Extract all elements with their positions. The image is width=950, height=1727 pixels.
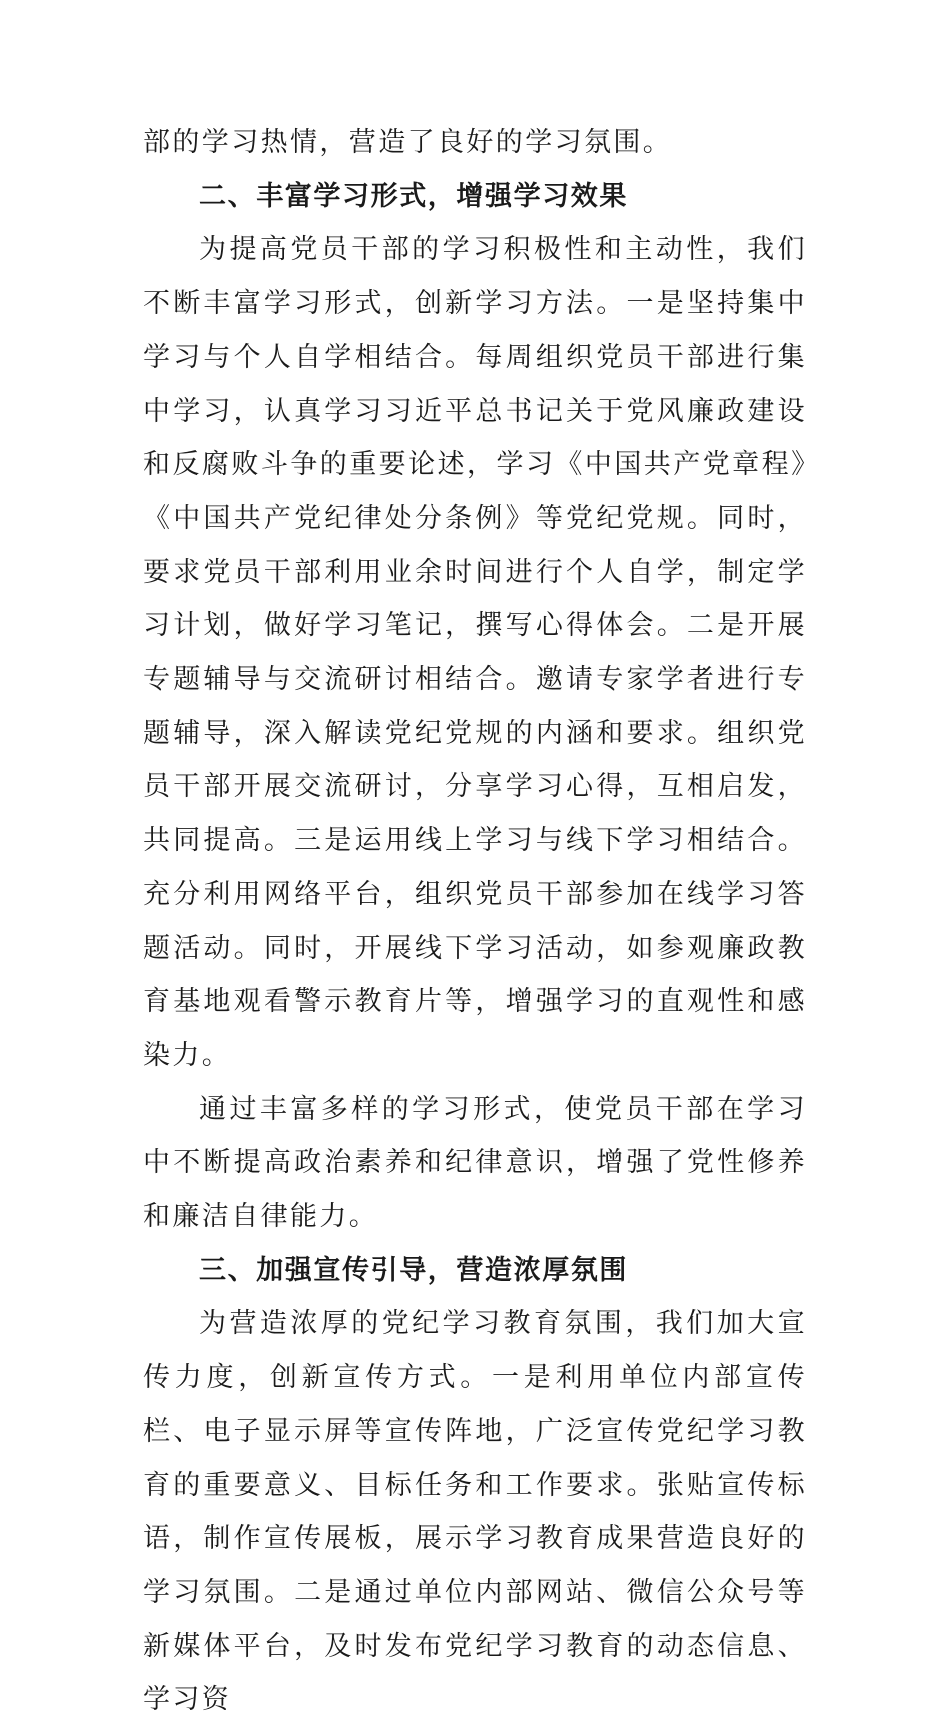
paragraph-learning-forms: 为提高党员干部的学习积极性和主动性，我们不断丰富学习形式，创新学习方法。一是坚持集中学习与个人自学相结合。每周组织党员干部进行集中学习，认真学习习近平总书记关于党风廉政建设和反腐败斗争的重要论述，学习《中国共产党章程》《中国共产党纪律处分条例》等党纪党规。同时，要求党员干部利用业余时间进行个人自学，制定学习计划，做好学习笔记，撰写心得体会。二是开展专题辅导与交流研讨相结合。邀请专家学者进行专题辅导，深入解读党纪党规的内涵和要求。组织党员干部开展交流研讨，分享学习心得，互相启发，共同提高。三是运用线上学习与线下学习相结合。充分利用网络平台，组织党员干部参加在线学习答题活动。同时，开展线下学习活动，如参观廉政教育基地观看警示教育片等，增强学习的直观性和感染力。: [143, 234, 807, 1071]
paragraph-publicity: 为营造浓厚的党纪学习教育氛围，我们加大宣传力度，创新宣传方式。一是利用单位内部宣传栏、电子显示屏等宣传阵地，广泛宣传党纪学习教育的重要意义、目标任务和工作要求。张贴宣传标语，制作宣传展板，展示学习教育成果营造良好的学习氛围。二是通过单位内部网站、微信公众号等新媒体平台，及时发布党纪学习教育的动态信息、学习资: [143, 1308, 807, 1716]
section-heading-2: 二、丰富学习形式，增强学习效果: [199, 180, 628, 212]
section-heading-3: 三、加强宣传引导，营造浓厚氛围: [199, 1254, 628, 1286]
document-body: [143, 116, 807, 1727]
paragraph-learning-summary: 通过丰富多样的学习形式，使党员干部在学习中不断提高政治素养和纪律意识，增强了党性修养和廉洁自律能力。: [143, 1093, 807, 1233]
paragraph-continuation: 部的学习热情，营造了良好的学习氛围。: [143, 127, 673, 158]
